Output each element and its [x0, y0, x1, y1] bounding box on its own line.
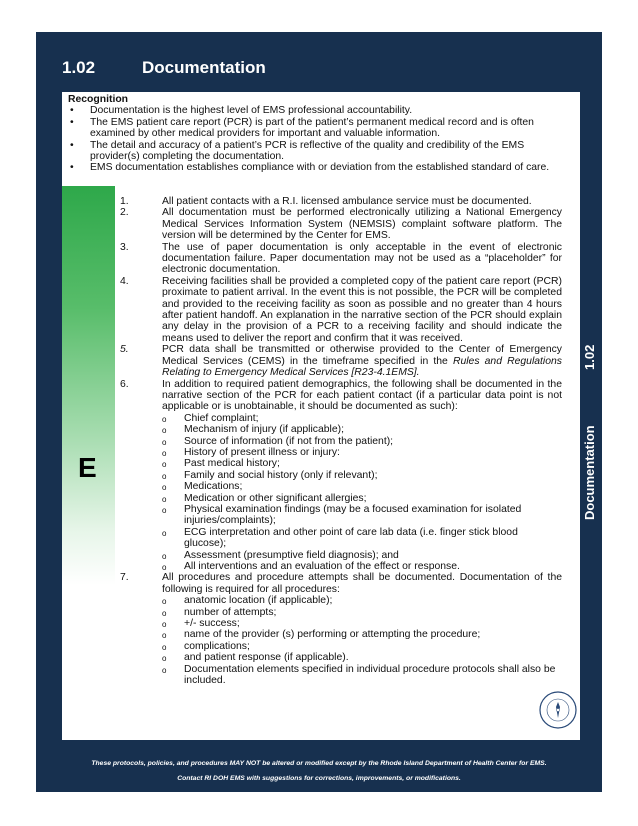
item-text: All documentation must be performed electronically utilizing a National Emergency Medical Services Information System (NEMSIS) complaint software platform. The version will be determined by the Center for EMS. — [162, 207, 562, 242]
sub-item: o History of present illness or injury: — [162, 447, 562, 458]
sub-item: o All interventions and an evaluation of the effect or response. — [162, 561, 562, 572]
sub-item: o ECG interpretation and other point of care lab data (i.e. finger stick blood glucose); — [162, 527, 562, 550]
sub-item: o Medications; — [162, 481, 562, 492]
item-number: 7. — [120, 572, 129, 584]
recognition-heading: Recognition — [68, 94, 129, 105]
item-number: 4. — [120, 275, 129, 287]
footer-notice: These protocols, policies, and procedures MAY NOT be altered or modified except by the Rhode Island Department of Health Center for EMS. — [91, 760, 547, 767]
recognition-bullet: • The EMS patient care report (PCR) is part of the patient’s permanent medical record and is often examined by other medical providers for important and valuable information. — [68, 117, 576, 140]
item-number: 2. — [120, 207, 129, 219]
sub-item: o name of the provider (s) performing or attempting the procedure; — [162, 629, 562, 640]
item-number: 1. — [120, 196, 129, 207]
item-number: 6. — [120, 378, 129, 390]
regulation-citation: Rules and Regulations Relating to Emergency Medical Services [R23-4.1EMS]. — [162, 355, 562, 379]
sub-item: o number of attempts; — [162, 607, 562, 618]
sub-item: o Chief complaint; — [162, 413, 562, 424]
item-number: 5. — [120, 344, 129, 356]
sub-item: o Mechanism of injury (if applicable); — [162, 424, 562, 435]
sub-item: o complications; — [162, 641, 562, 652]
sub-item: o Assessment (presumptive field diagnosis); and — [162, 550, 562, 561]
item-text — [162, 344, 562, 378]
procedure-elements-list — [162, 595, 562, 686]
list-item — [120, 276, 562, 344]
list-item — [120, 344, 562, 378]
protocol-number: 1.02 — [62, 58, 96, 77]
documentation-requirements — [120, 196, 562, 686]
sub-item: o Past medical history; — [162, 458, 562, 469]
sub-item: o +/- success; — [162, 618, 562, 629]
side-title: Documentation — [582, 425, 597, 520]
item-text: All procedures and procedure attempts shall be documented. Documentation of the following is required for all procedures: — [162, 572, 562, 595]
list-item — [120, 242, 562, 276]
item-number: 3. — [120, 241, 129, 253]
list-item — [120, 207, 562, 241]
item-text-main: PCR data shall be transmitted or otherwise provided to the Center of Emergency Medical Services (CEMS) in the timeframe specified in the — [162, 344, 562, 367]
item-text: The use of paper documentation is only acceptable in the event of electronic documentation failure. Paper documentation may not be used as a “placeholder” for electronic documentation. — [162, 241, 562, 276]
sub-item: o Source of information (if not from the patient); — [162, 436, 562, 447]
sub-item: o Physical examination findings (may be a focused examination for isolated injuries/complaints); — [162, 504, 562, 527]
list-item — [120, 196, 562, 207]
category-letter: E — [78, 452, 97, 483]
list-item — [120, 379, 562, 573]
recognition-bullet: • The detail and accuracy of a patient’s PCR is reflective of the quality and credibility of the EMS provider(s) completing the documentation. — [68, 140, 576, 163]
state-seal-icon — [538, 690, 578, 730]
side-number: 1.02 — [582, 344, 597, 370]
item-text: In addition to required patient demographics, the following shall be documented in the narrative section of the PCR for each patient contact (if a particular data point is not applicable or is unobtainable, it should be documented as such): — [162, 378, 562, 413]
recognition-section — [68, 94, 576, 174]
sub-item: o anatomic location (if applicable); — [162, 595, 562, 606]
recognition-list — [68, 105, 576, 173]
item-text: All patient contacts with a R.I. licensed ambulance service must be documented. — [162, 196, 532, 207]
footer-contact: Contact RI DOH EMS with suggestions for corrections, improvements, or modifications. — [177, 775, 461, 782]
sub-item: o Documentation elements specified in individual procedure protocols shall also be included. — [162, 664, 562, 687]
protocol-title: Documentation — [142, 58, 266, 77]
sub-item: o and patient response (if applicable). — [162, 652, 562, 663]
recognition-bullet: • EMS documentation establishes compliance with or deviation from the established standard of care. — [68, 162, 576, 173]
list-item — [120, 572, 562, 686]
sub-item: o Medication or other significant allergies; — [162, 493, 562, 504]
sub-item: o Family and social history (only if relevant); — [162, 470, 562, 481]
narrative-elements-list — [162, 413, 562, 573]
recognition-bullet: • Documentation is the highest level of EMS professional accountability. — [68, 105, 576, 116]
item-text: Receiving facilities shall be provided a completed copy of the patient care report (PCR) proximate to patient arrival. In the event this is not possible, the PCR will be completed and provided to the receiving facility as soon as possible and no greater than 4 hours after patient handoff. An explanation in the narrative section of the PCR should explain any delay in the provision of a PCR to a receiving facility and should indicate the means used to deliver the report and confirm that it was received. — [162, 275, 562, 344]
